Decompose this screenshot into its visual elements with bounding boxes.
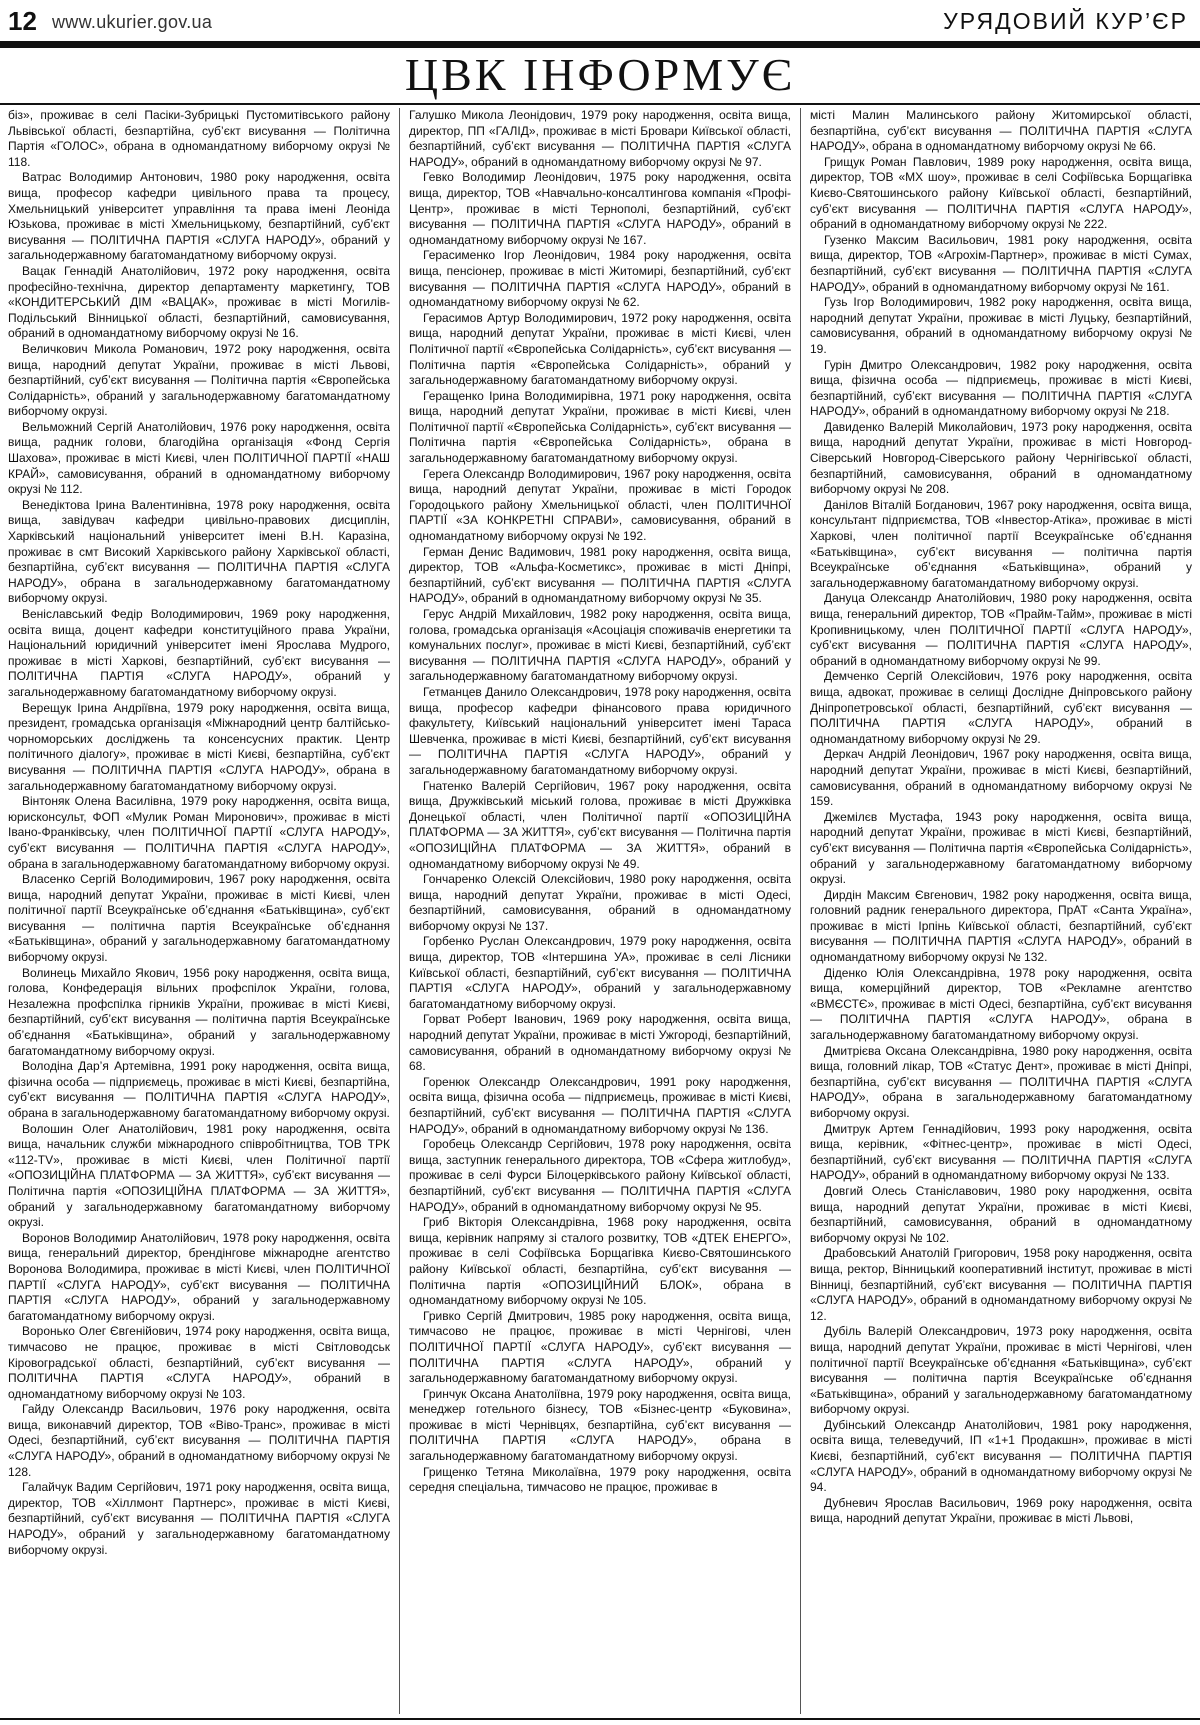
deputy-entry: Веніславський Федір Володимирович, 1969 року народження, освіта вища, доцент кафедри конституційного права України, Національний юридичний університет імені Ярослава Мудрого, проживає в місті Харкові, безпартійний, суб’єкт висування — ПОЛІТИЧНА ПАРТІЯ «СЛУГА НАРОДУ», обраний у загальнодержавному багатомандатному виборчому окрузі. bbox=[8, 607, 390, 699]
section-title: ЦВК ІНФОРМУЄ bbox=[404, 49, 796, 100]
deputy-entry: Волошин Олег Анатолійович, 1981 року народження, освіта вища, начальник служби міжнародного співробітництва, ТОВ ТРК «112-TV», проживає в місті Києві, член Політичної партії «ОПОЗИЦІЙНА ПЛАТФОРМА — ЗА ЖИТТЯ», суб’єкт висування — Політична партія «ОПОЗИЦІЙНА ПЛАТФОРМА — ЗА ЖИТТЯ», обраний у загальнодержавному багатомандатному виборчому окрузі. bbox=[8, 1121, 390, 1230]
deputy-entry: Гончаренко Олексій Олексійович, 1980 року народження, освіта вища, народний депутат України, проживає в місті Одесі, безпартійний, самовисування, обраний в одномандатному виборчому окрузі № 137. bbox=[409, 872, 791, 933]
deputy-entry: Драбовський Анатолій Григорович, 1958 року народження, освіта вища, ректор, Вінницький кооперативний інститут, проживає в місті Вінниці, безпартійний, суб’єкт висування — ПОЛІТИЧНА ПАРТІЯ «СЛУГА НАРОДУ», обраний в одномандатному виборчому окрузі № 12. bbox=[810, 1246, 1192, 1323]
text-column-1 bbox=[8, 108, 390, 1714]
deputy-entry: Герасимов Артур Володимирович, 1972 року народження, освіта вища, народний депутат України, проживає в місті Києві, член Політичної партії «Європейська Солідарність», суб’єкт висування — Політична партія «Європейська Солідарність», обраний у загальнодержавному багатомандатному виборчому окрузі. bbox=[409, 310, 791, 388]
deputy-entry: Гривко Сергій Дмитрович, 1985 року народження, освіта вища, тимчасово не працює, проживає в місті Чернігові, член ПОЛІТИЧНОЇ ПАРТІЇ «СЛУГА НАРОДУ», суб’єкт висування — ПОЛІТИЧНА ПАРТІЯ «СЛУГА НАРОДУ», обраний у загальнодержавному багатомандатному виборчому окрузі. bbox=[409, 1308, 791, 1386]
deputy-entry: Деркач Андрій Леонідович, 1967 року народження, освіта вища, народний депутат України, проживає в місті Києві, безпартійний, самовисування, обраний в одномандатному виборчому окрузі № 159. bbox=[810, 747, 1192, 809]
deputy-entry: Власенко Сергій Володимирович, 1967 року народження, освіта вища, народний депутат України, проживає в місті Києві, член політичної партії Всеукраїнське об’єднання «Батьківщина», суб’єкт висування — політична партія Всеукраїнське об’єднання «Батьківщина», обраний у загальнодержавному багатомандатному виборчому окрузі. bbox=[8, 872, 390, 965]
deputy-entry: Діденко Юлія Олександрівна, 1978 року народження, освіта вища, комерційний директор, ТОВ «Рекламне агентство «ВМЄСТЄ», проживає в місті Одесі, безпартійна, суб’єкт висування — ПОЛІТИЧНА ПАРТІЯ «СЛУГА НАРОДУ», обрана в загальнодержавному багатомандатному виборчому окрузі. bbox=[810, 965, 1192, 1043]
deputy-entry: Герасименко Ігор Леонідович, 1984 року народження, освіта вища, пенсіонер, проживає в місті Житомирі, безпартійний, суб’єкт висування — ПОЛІТИЧНА ПАРТІЯ «СЛУГА НАРОДУ», обраний в одномандатному виборчому окрузі № 62. bbox=[409, 248, 791, 310]
deputy-entry: Дубіль Валерій Олександрович, 1973 року народження, освіта вища, народний депутат України, проживає в місті Чернігові, член політичної партії Всеукраїнське об’єднання «Батьківщина», суб’єкт висування — політична партія Всеукраїнське об’єднання «Батьківщина», обраний у загальнодержавному багатомандатному виборчому окрузі. bbox=[810, 1324, 1192, 1417]
deputy-entry: Галушко Микола Леонідович, 1979 року народження, освіта вища, директор, ПП «ГАЛІД», проживає в місті Бровари Київської області, безпартійний, суб’єкт висування — ПОЛІТИЧНА ПАРТІЯ «СЛУГА НАРОДУ», обраний в одномандатному виборчому окрузі № 97. bbox=[409, 108, 791, 169]
deputy-entry: Вельможний Сергій Анатолійович, 1976 року народження, освіта вища, радник голови, благодійна організація «Фонд Сергія Шахова», проживає в місті Києві, член ПОЛІТИЧНОЇ ПАРТІЇ «НАШ КРАЙ», самовисування, обраний в одномандатному виборчому окрузі № 112. bbox=[8, 419, 390, 497]
deputy-entry: Демченко Сергій Олексійович, 1976 року народження, освіта вища, адвокат, проживає в селищі Дослідне Дніпровського району Дніпропетровської області, безпартійний, суб’єкт висування — ПОЛІТИЧНА ПАРТІЯ «СЛУГА НАРОДУ», обраний в одномандатному виборчому окрузі № 29. bbox=[810, 669, 1192, 746]
deputy-entry: Дмитрук Артем Геннадійович, 1993 року народження, освіта вища, керівник, «Фітнес-центр», проживає в місті Одесі, безпартійний, суб’єкт висування — ПОЛІТИЧНА ПАРТІЯ «СЛУГА НАРОДУ», обраний в одномандатному виборчому окрузі № 133. bbox=[810, 1121, 1192, 1183]
deputy-entry: Вацак Геннадій Анатолійович, 1972 року народження, освіта професійно-технічна, директор департаменту маркетингу, ТОВ «КОНДИТЕРСЬКИЙ ДІМ «ВАЦАК», проживає в місті Могилів-Подільський Вінницької області, безпартійний, самовисування, обраний в одномандатному виборчому окрузі № 16. bbox=[8, 263, 390, 341]
deputy-entry: Гузь Ігор Володимирович, 1982 року народження, освіта вища, народний депутат України, проживає в місті Луцьку, безпартійний, самовисування, обраний в одномандатному виборчому окрузі № 19. bbox=[810, 295, 1192, 356]
deputy-entry: Величкович Микола Романович, 1972 року народження, освіта вища, народний депутат України, проживає в місті Львові, безпартійний, суб’єкт висування — Політична партія «Європейська Солідарність», обраний у загальнодержавному багатомандатному виборчому окрузі. bbox=[8, 341, 390, 419]
deputy-entry: місті Малин Малинського району Житомирської області, безпартійна, суб’єкт висування — ПОЛІТИЧНА ПАРТІЯ «СЛУГА НАРОДУ», обрана в одномандатному виборчому окрузі № 66. bbox=[810, 108, 1192, 154]
deputy-entry: Герега Олександр Володимирович, 1967 року народження, освіта вища, народний депутат України, проживає в місті Городок Городоцького району Хмельницької області, член ПОЛІТИЧНОЇ ПАРТІЇ «ЗА КОНКРЕТНІ СПРАВИ», самовисування, обраний в одномандатному виборчому окрузі № 192. bbox=[409, 466, 791, 544]
deputy-entry: Герман Денис Вадимович, 1981 року народження, освіта вища, директор, ТОВ «Альфа-Косметикс», проживає в місті Дніпрі, безпартійний, суб’єкт висування — ПОЛІТИЧНА ПАРТІЯ «СЛУГА НАРОДУ», обраний в одномандатному виборчому окрузі № 35. bbox=[409, 544, 791, 606]
deputy-entry: Джемілєв Мустафа, 1943 року народження, освіта вища, народний депутат України, проживає в місті Києві, безпартійний, суб’єкт висування — Політична партія «Європейська Солідарність», обраний у загальнодержавному багатомандатному виборчому окрузі. bbox=[810, 809, 1192, 887]
newspaper-name: УРЯДОВИЙ КУР’ЄР bbox=[943, 8, 1188, 34]
footer-rule bbox=[0, 1718, 1200, 1720]
deputy-entry: Дубінський Олександр Анатолійович, 1981 року народження, освіта вища, телеведучий, ІП «1+1 Продакшн», проживає в місті Києві, безпартійний, суб’єкт висування — ПОЛІТИЧНА ПАРТІЯ «СЛУГА НАРОДУ», обраний в одномандатному виборчому окрузі № 94. bbox=[810, 1417, 1192, 1495]
title-rule bbox=[0, 103, 1200, 105]
deputy-entry: Гузенко Максим Васильович, 1981 року народження, освіта вища, директор, ТОВ «Агрохім-Партнер», проживає в місті Сумах, безпартійний, суб’єкт висування — ПОЛІТИЧНА ПАРТІЯ «СЛУГА НАРОДУ», обраний в одномандатному виборчому окрузі № 161. bbox=[810, 232, 1192, 294]
deputy-entry: Геращенко Ірина Володимирівна, 1971 року народження, освіта вища, народний депутат України, проживає в місті Києві, член Політичної партії «Європейська Солідарність», суб’єкт висування — Політична партія «Європейська Солідарність», обрана в загальнодержавному багатомандатному виборчому окрузі. bbox=[409, 388, 791, 466]
text-column-3 bbox=[810, 108, 1192, 1714]
deputy-entry: Горбенко Руслан Олександрович, 1979 року народження, освіта вища, директор, ТОВ «Інтершина УА», проживає в селі Лісники Київської області, безпартійний, суб’єкт висування — ПОЛІТИЧНА ПАРТІЯ «СЛУГА НАРОДУ», обраний у загальнодержавному багатомандатному виборчому окрузі. bbox=[409, 934, 791, 1011]
deputy-entry: Вінтоняк Олена Василівна, 1979 року народження, освіта вища, юрисконсульт, ФОП «Мулик Роман Миронович», проживає в місті Івано-Франківську, член ПОЛІТИЧНОЇ ПАРТІЇ «СЛУГА НАРОДУ», суб’єкт висування — ПОЛІТИЧНА ПАРТІЯ «СЛУГА НАРОДУ», обрана в загальнодержавному багатомандатному виборчому окрузі. bbox=[8, 794, 390, 871]
column-divider bbox=[399, 108, 400, 1714]
deputy-entry: Дмитрієва Оксана Олександрівна, 1980 року народження, освіта вища, головний лікар, ТОВ «Статус Дент», проживає в місті Дніпрі, безпартійна, суб’єкт висування — ПОЛІТИЧНА ПАРТІЯ «СЛУГА НАРОДУ», обрана в загальнодержавному багатомандатному виборчому окрузі. bbox=[810, 1043, 1192, 1120]
deputy-entry: Гетманцев Данило Олександрович, 1978 року народження, освіта вища, професор кафедри фінансового права юридичного факультету, Київський національний університет імені Тараса Шевченка, проживає в місті Києві, безпартійний, суб’єкт висування — ПОЛІТИЧНА ПАРТІЯ «СЛУГА НАРОДУ», обраний у загальнодержавному багатомандатному виборчому окрузі. bbox=[409, 684, 791, 777]
deputy-entry: Грищук Роман Павлович, 1989 року народження, освіта вища, директор, ТОВ «МХ шоу», проживає в селі Софіївська Борщагівка Києво-Святошинського району Київської області, безпартійний, суб’єкт висування — ПОЛІТИЧНА ПАРТІЯ «СЛУГА НАРОДУ», обраний в одномандатному виборчому окрузі № 222. bbox=[810, 154, 1192, 232]
deputy-entry: Грищенко Тетяна Миколаївна, 1979 року народження, освіта середня спеціальна, тимчасово не працює, проживає в bbox=[409, 1464, 791, 1495]
deputy-entry: Венедіктова Ірина Валентинівна, 1978 року народження, освіта вища, завідувач кафедри цивільно-правових дисциплін, Харківський національний університет імені В.Н. Каразіна, проживає в смт Високий Харківського району Харківської області, безпартійна, суб’єкт висування — ПОЛІТИЧНА ПАРТІЯ «СЛУГА НАРОДУ», обрана в загальнодержавному багатомандатному виборчому окрузі. bbox=[8, 497, 390, 606]
deputy-entry: Ватрас Володимир Антонович, 1980 року народження, освіта вища, професор кафедри цивільного права та процесу, Хмельницький університет управління та права імені Леоніда Юзькова, проживає в місті Хмельницькому, безпартійний, суб’єкт висування — ПОЛІТИЧНА ПАРТІЯ «СЛУГА НАРОДУ», обраний у загальнодержавному багатомандатному виборчому окрузі. bbox=[8, 170, 390, 263]
deputy-entry: Верещук Ірина Андріївна, 1979 року народження, освіта вища, президент, громадська організація «Міжнародний центр балтійсько-чорноморських досліджень та консенсусних практик. Центр політичного діалогу», проживає в місті Києві, безпартійна, суб’єкт висування — ПОЛІТИЧНА ПАРТІЯ «СЛУГА НАРОДУ», обрана в загальнодержавному багатомандатному виборчому окрузі. bbox=[8, 700, 390, 793]
deputy-entry: Горват Роберт Іванович, 1969 року народження, освіта вища, народний депутат України, проживає в місті Ужгороді, безпартійний, самовисування, обраний в одномандатному виборчому окрузі № 68. bbox=[409, 1012, 791, 1074]
deputy-entry: Волинець Михайло Якович, 1956 року народження, освіта вища, голова, Конфедерація вільних профспілок України, голова, Незалежна профспілка гірників України, проживає в місті Києві, безпартійний, суб’єкт висування — політична партія Всеукраїнське об’єднання «Батьківщина», обраний у загальнодержавному багатомандатному виборчому окрузі. bbox=[8, 965, 390, 1058]
page-number: 12 bbox=[8, 6, 37, 36]
site-url[interactable]: www.ukurier.gov.ua bbox=[52, 12, 213, 32]
article-columns bbox=[8, 108, 1192, 1714]
column-divider bbox=[800, 108, 801, 1714]
deputy-entry: Данілов Віталій Богданович, 1967 року народження, освіта вища, консультант підприємства, ТОВ «Інвестор-Атіка», проживає в місті Харкові, член політичної партії Всеукраїнське об’єднання «Батьківщина», суб’єкт висування — політична партія Всеукраїнське об’єднання «Батьківщина», обраний у загальнодержавному багатомандатному виборчому окрузі. bbox=[810, 497, 1192, 590]
deputy-entry: Герус Андрій Михайлович, 1982 року народження, освіта вища, голова, громадська організація «Асоціація споживачів енергетики та комунальних послуг», проживає в місті Києві, безпартійний, суб’єкт висування — ПОЛІТИЧНА ПАРТІЯ «СЛУГА НАРОДУ», обраний у загальнодержавному багатомандатному виборчому окрузі. bbox=[409, 607, 791, 684]
deputy-entry: Довгий Олесь Станіславович, 1980 року народження, освіта вища, народний депутат України, проживає в місті Києві, безпартійний, самовисування, обраний в одномандатному виборчому окрузі № 102. bbox=[810, 1183, 1192, 1245]
deputy-entry: Гайду Олександр Васильович, 1976 року народження, освіта вища, виконавчий директор, ТОВ «Віво-Транс», проживає в місті Одесі, безпартійний, суб’єкт висування — ПОЛІТИЧНА ПАРТІЯ «СЛУГА НАРОДУ», обраний в одномандатному виборчому окрузі № 128. bbox=[8, 1402, 390, 1479]
deputy-entry: Дубневич Ярослав Васильович, 1969 року народження, освіта вища, народний депутат України, проживає в місті Львові, bbox=[810, 1495, 1192, 1526]
text-column-2 bbox=[409, 108, 791, 1714]
deputy-entry: Володіна Дар’я Артемівна, 1991 року народження, освіта вища, фізична особа — підприємець, проживає в місті Києві, безпартійна, суб’єкт висування — ПОЛІТИЧНА ПАРТІЯ «СЛУГА НАРОДУ», обрана в загальнодержавному багатомандатному виборчому окрузі. bbox=[8, 1059, 390, 1120]
deputy-entry: Дануца Олександр Анатолійович, 1980 року народження, освіта вища, генеральний директор, ТОВ «Прайм-Тайм», проживає в місті Кропивницькому, член ПОЛІТИЧНОЇ ПАРТІЇ «СЛУГА НАРОДУ», суб’єкт висування — ПОЛІТИЧНА ПАРТІЯ «СЛУГА НАРОДУ», обраний в одномандатному виборчому окрузі № 99. bbox=[810, 591, 1192, 668]
deputy-entry: Гринчук Оксана Анатоліївна, 1979 року народження, освіта вища, менеджер готельного бізнесу, ТОВ «Бізнес-центр «Буковина», проживає в місті Чернівцях, безпартійна, суб’єкт висування — ПОЛІТИЧНА ПАРТІЯ «СЛУГА НАРОДУ», обрана в загальнодержавному багатомандатному виборчому окрузі. bbox=[409, 1386, 791, 1464]
deputy-entry: Гурін Дмитро Олександрович, 1982 року народження, освіта вища, фізична особа — підприємець, проживає в місті Києві, безпартійний, суб’єкт висування — ПОЛІТИЧНА ПАРТІЯ «СЛУГА НАРОДУ», обраний в одномандатному виборчому окрузі № 218. bbox=[810, 357, 1192, 419]
deputy-entry: Гриб Вікторія Олександрівна, 1968 року народження, освіта вища, керівник напряму зі сталого розвитку, ТОВ «ДТЕК ЕНЕРГО», проживає в селі Софіївська Борщагівка Києво-Святошинського району Київської області, безпартійна, суб’єкт висування — Політична партія «ОПОЗИЦІЙНИЙ БЛОК», обрана в одномандатному виборчому окрузі № 105. bbox=[409, 1215, 791, 1308]
deputy-entry: Гнатенко Валерій Сергійович, 1967 року народження, освіта вища, Дружківський міський голова, проживає в місті Дружківка Донецької області, член Політичної партії «ОПОЗИЦІЙНА ПЛАТФОРМА — ЗА ЖИТТЯ», суб’єкт висування — Політична партія «ОПОЗИЦІЙНА ПЛАТФОРМА — ЗА ЖИТТЯ», обраний в одномандатному виборчому окрузі № 49. bbox=[409, 778, 791, 871]
deputy-entry: Дирдін Максим Євгенович, 1982 року народження, освіта вища, головний радник генерального директора, ПрАТ «Санта Україна», проживає в місті Ірпінь Київської області, безпартійний, суб’єкт висування — ПОЛІТИЧНА ПАРТІЯ «СЛУГА НАРОДУ», обраний в одномандатному виборчому окрузі № 132. bbox=[810, 887, 1192, 965]
deputy-entry: Воронько Олег Євгенійович, 1974 року народження, освіта вища, тимчасово не працює, проживає в місті Світловодськ Кіровоградської області, безпартійний, суб’єкт висування — ПОЛІТИЧНА ПАРТІЯ «СЛУГА НАРОДУ», обраний в одномандатному виборчому окрузі № 103. bbox=[8, 1324, 390, 1401]
deputy-entry: Гевко Володимир Леонідович, 1975 року народження, освіта вища, директор, ТОВ «Навчально-консалтингова компанія «Профі-Центр», проживає в місті Тернополі, безпартійний, суб’єкт висування — ПОЛІТИЧНА ПАРТІЯ «СЛУГА НАРОДУ», обраний в одномандатному виборчому окрузі № 167. bbox=[409, 170, 791, 247]
deputy-entry: Горенюк Олександр Олександрович, 1991 року народження, освіта вища, фізична особа — підприємець, проживає в місті Києві, безпартійний, суб’єкт висування — ПОЛІТИЧНА ПАРТІЯ «СЛУГА НАРОДУ», обраний в одномандатному виборчому окрузі № 136. bbox=[409, 1074, 791, 1136]
deputy-entry: біз», проживає в селі Пасіки-Зубрицькі Пустомитівського району Львівської області, безпартійна, суб’єкт висування — Політична Партія «ГОЛОС», обрана в одномандатному виборчому окрузі № 118. bbox=[8, 108, 390, 169]
page-header bbox=[0, 0, 1200, 44]
deputy-entry: Воронов Володимир Анатолійович, 1978 року народження, освіта вища, генеральний директор, брендінгове міжнародне агентство Воронова Володимира, проживає в місті Києві, член ПОЛІТИЧНОЇ ПАРТІЇ «СЛУГА НАРОДУ», суб’єкт висування — ПОЛІТИЧНА ПАРТІЯ «СЛУГА НАРОДУ», обраний у загальнодержавному багатомандатному виборчому окрузі. bbox=[8, 1230, 390, 1323]
header-rule bbox=[0, 41, 1200, 48]
deputy-entry: Горобець Олександр Сергійович, 1978 року народження, освіта вища, заступник генерального директора, ТОВ «Сфера житлобуд», проживає в селі Фурси Білоцерківського району Київської області, безпартійний, суб’єкт висування — ПОЛІТИЧНА ПАРТІЯ «СЛУГА НАРОДУ», обраний в одномандатному виборчому окрузі № 95. bbox=[409, 1137, 791, 1214]
deputy-entry: Галайчук Вадим Сергійович, 1971 року народження, освіта вища, директор, ТОВ «Хіллмонт Партнерс», проживає в місті Києві, безпартійний, суб’єкт висування — ПОЛІТИЧНА ПАРТІЯ «СЛУГА НАРОДУ», обраний у загальнодержавному багатомандатному виборчому окрузі. bbox=[8, 1480, 390, 1557]
deputy-entry: Давиденко Валерій Миколайович, 1973 року народження, освіта вища, народний депутат України, проживає в місті Новгород-Сіверський Новгород-Сіверського району Чернігівської області, безпартійний, самовисування, обраний в одномандатному виборчому окрузі № 208. bbox=[810, 419, 1192, 497]
